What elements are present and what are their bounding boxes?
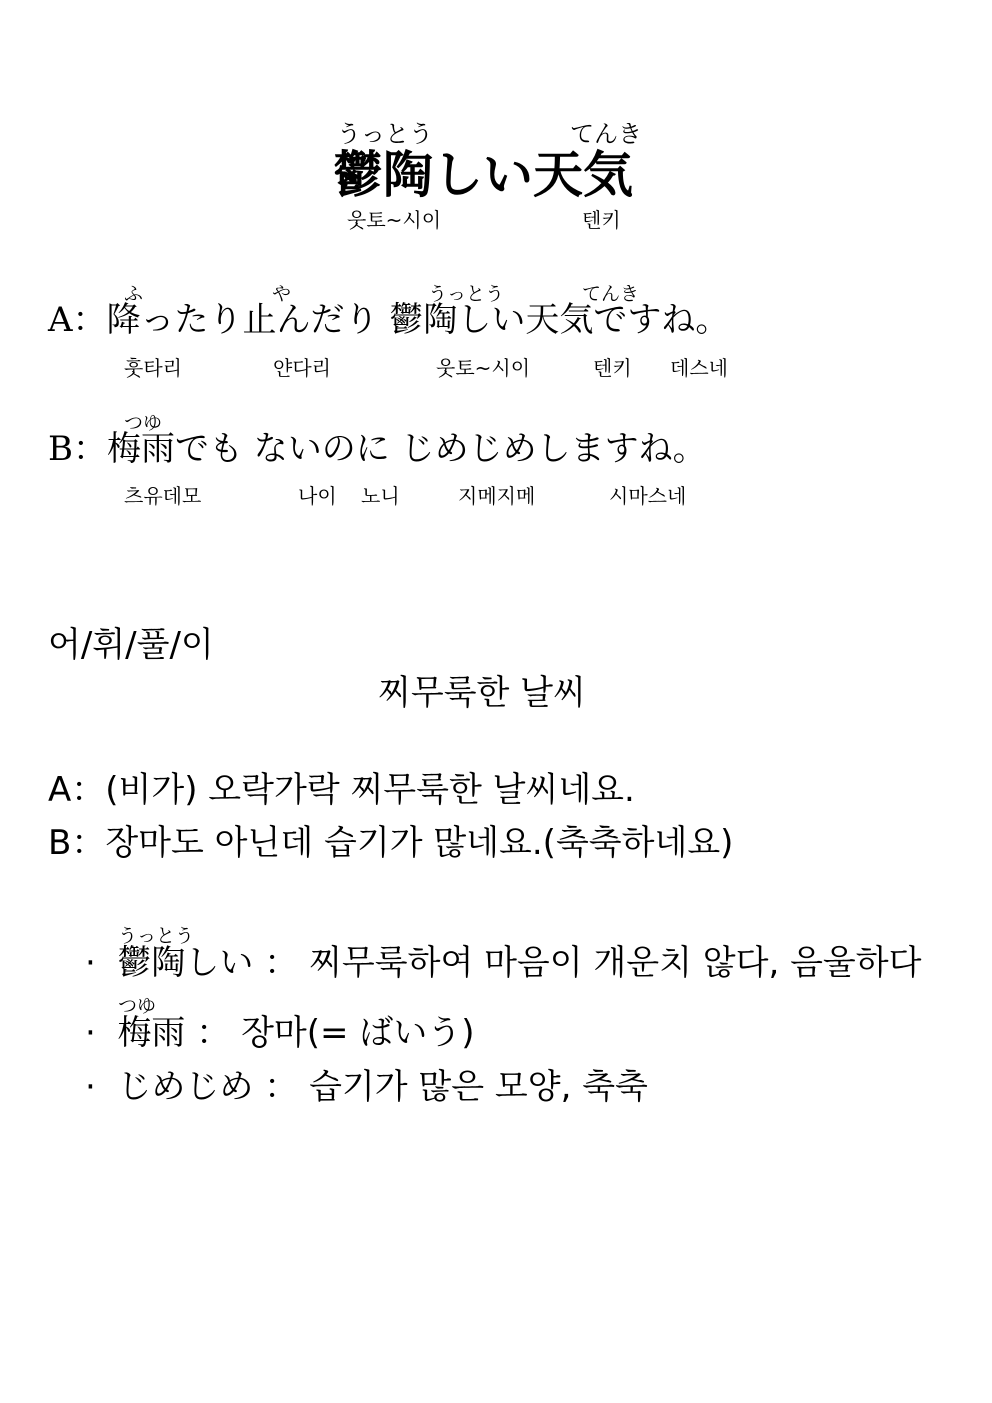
title-meaning: 찌무룩한 날씨 (378, 673, 586, 713)
dialogue-jp-line-a (48, 300, 730, 340)
glossary-item (85, 1013, 475, 1053)
bullet: · (85, 943, 96, 983)
line-a-ruby-fu: ふ (124, 283, 144, 305)
gloss-separator: ： (264, 1067, 299, 1107)
line-b-ruby-tsuyu: つゆ (124, 412, 163, 434)
line-b-pron-3: 노니 (361, 484, 400, 508)
dialogue-jp-line-b-text: 梅雨でも ないのに じめじめしますね。 (107, 429, 707, 469)
glossary-item (85, 1067, 648, 1107)
line-b-pron-5: 시마스네 (609, 484, 687, 508)
gloss-separator: ： (264, 943, 299, 983)
line-a-ruby-tenki: てんき (582, 283, 640, 305)
gloss-term: 梅雨 (117, 1013, 186, 1053)
line-a-pron-2: 얀다리 (273, 356, 331, 380)
line-b-pron-2: 나이 (298, 484, 337, 508)
line-b-pron-4: 지메지메 (458, 484, 536, 508)
speaker-a: A： (48, 300, 107, 340)
line-a-pron-4: 텐키 (593, 356, 632, 380)
gloss-definition: 찌무룩하여 마음이 개운치 않다, 음울하다 (309, 943, 922, 983)
dialogue-jp-line-b (48, 429, 707, 469)
line-a-ruby-ya: や (272, 283, 292, 305)
line-b-pron-1: 츠유데모 (124, 484, 202, 508)
vocab-heading: 어/휘/풀/이 (48, 625, 214, 665)
gloss-separator: ： (196, 1013, 231, 1053)
speaker-b: B： (48, 429, 107, 469)
line-a-ruby-utsutou: うっとう (428, 283, 505, 305)
gloss-2-ruby: つゆ (118, 995, 157, 1017)
page-title: 鬱陶しい天気 (333, 146, 633, 204)
line-a-pron-5: 데스네 (670, 356, 728, 380)
bullet: · (85, 1067, 96, 1107)
title-ruby-tenki: てんき (570, 120, 642, 148)
title-ruby-utsutou: うっとう (337, 120, 433, 148)
line-a-pron-3: 웃토~시이 (436, 356, 531, 380)
dialogue-jp-line-a-text: 降ったり止んだり 鬱陶しい天気ですね。 (106, 300, 730, 340)
line-a-pron-1: 훗타리 (124, 356, 182, 380)
bullet: · (85, 1013, 96, 1053)
gloss-definition: 습기가 많은 모양, 축축 (309, 1067, 648, 1107)
gloss-definition: 장마(= ばいう) (241, 1013, 475, 1053)
gloss-1-ruby: うっとう (118, 925, 195, 947)
title-pron-tenki: 텐키 (582, 208, 621, 232)
gloss-term: じめじめ (117, 1067, 254, 1107)
glossary-item (85, 943, 922, 983)
gloss-term: 鬱陶しい (117, 943, 254, 983)
dialogue-kr-line-b: B：장마도 아닌데 습기가 많네요.(축축하네요) (48, 823, 734, 863)
dialogue-kr-line-a: A：(비가) 오락가락 찌무룩한 날씨네요. (48, 770, 635, 810)
title-pron-utsutou: 웃토~시이 (347, 208, 442, 232)
